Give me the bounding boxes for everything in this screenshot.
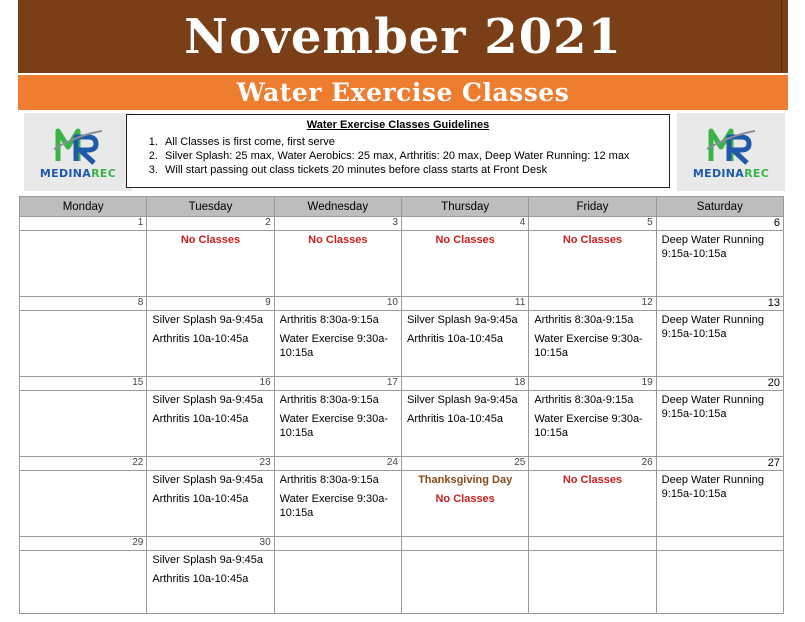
date-number: 18 [401,377,528,391]
date-number: 15 [20,377,147,391]
week-number-row [20,537,784,551]
day-cell [274,311,401,377]
medina-rec-logo-icon [52,125,104,165]
date-number [274,537,401,551]
guidelines-list [127,135,669,177]
date-number: 22 [20,457,147,471]
date-number [529,537,656,551]
day-cell [401,471,528,537]
medina-rec-logo-icon [705,125,757,165]
guidelines-title: Water Exercise Classes Guidelines [306,119,490,131]
day-cell [20,311,147,377]
week-events-row [20,231,784,297]
day-cell [401,391,528,457]
subtitle: Water Exercise Classes [236,78,570,107]
guideline-item: 1. All Classes is first come, first serve [161,135,669,149]
date-number [401,537,528,551]
day-cell [529,231,656,297]
guideline-item: 2. Silver Splash: 25 max, Water Aerobics: 25 max, Arthritis: 20 max, Deep Water Running: 12 max [161,149,669,163]
week-number-row [20,297,784,311]
day-header: Saturday [656,197,783,217]
class-entry: Arthritis 10a-10:45a [152,573,249,585]
logo-wordmark: MEDINAREC [692,166,770,180]
week-number-row [20,457,784,471]
date-number: 16 [147,377,274,391]
date-number: 23 [147,457,274,471]
no-classes-label: No Classes [435,234,495,246]
date-number: 12 [529,297,656,311]
class-entry: Arthritis 10a-10:45a [152,493,249,505]
class-entry: Silver Splash 9a-9:45a [406,314,518,326]
week-events-row [20,311,784,377]
day-header: Wednesday [274,197,401,217]
logo-wordmark: MEDINAREC [39,166,117,180]
class-entry: Deep Water Running 9:15a-10:15a [661,474,764,500]
day-cell [529,391,656,457]
day-header: Tuesday [147,197,274,217]
class-entry: Water Exercise 9:30a-10:15a [279,493,389,519]
date-number: 24 [274,457,401,471]
week-number-row [20,377,784,391]
date-number: 11 [401,297,528,311]
date-number: 17 [274,377,401,391]
date-number: 26 [529,457,656,471]
date-number: 1 [20,217,147,231]
date-number: 25 [401,457,528,471]
holiday-label: Thanksgiving Day [418,474,513,486]
day-cell [20,471,147,537]
day-header: Thursday [401,197,528,217]
class-entry: Silver Splash 9a-9:45a [152,474,264,486]
class-entry: Arthritis 10a-10:45a [406,413,503,425]
date-number: 13 [656,297,783,311]
day-header-row [20,197,784,217]
class-entry: Arthritis 8:30a-9:15a [279,394,379,406]
day-cell [656,471,783,537]
medina-rec-logo-right [677,113,785,191]
date-number: 3 [274,217,401,231]
date-number: 20 [656,377,783,391]
day-cell [529,311,656,377]
day-cell [656,551,783,614]
day-header: Friday [529,197,656,217]
date-number: 4 [401,217,528,231]
date-number: 2 [147,217,274,231]
day-cell [147,471,274,537]
week-events-row [20,391,784,457]
week-events-row [20,471,784,537]
banner-edge [781,0,782,73]
class-entry: Arthritis 10a-10:45a [406,333,503,345]
class-entry: Arthritis 8:30a-9:15a [534,394,634,406]
day-cell [401,551,528,614]
day-cell [274,551,401,614]
day-cell [656,391,783,457]
class-entry: Arthritis 8:30a-9:15a [279,474,379,486]
class-entry: Water Exercise 9:30a-10:15a [534,333,643,359]
day-cell [401,231,528,297]
no-classes-label: No Classes [308,234,368,246]
class-entry: Deep Water Running 9:15a-10:15a [661,234,764,260]
class-entry: Silver Splash 9a-9:45a [152,394,264,406]
day-cell [20,231,147,297]
class-entry: Silver Splash 9a-9:45a [406,394,518,406]
day-cell [147,391,274,457]
class-entry: Silver Splash 9a-9:45a [152,554,264,566]
week-events-row [20,551,784,614]
week-number-row [20,217,784,231]
day-cell [401,311,528,377]
day-cell [656,311,783,377]
day-cell [529,471,656,537]
date-number: 27 [656,457,783,471]
subtitle-banner [18,75,788,110]
day-cell [20,551,147,614]
day-cell [147,311,274,377]
no-classes-label: No Classes [180,234,241,246]
date-number: 5 [529,217,656,231]
class-entry: Water Exercise 9:30a-10:15a [534,413,643,439]
class-entry: Arthritis 8:30a-9:15a [279,314,379,326]
date-number [656,537,783,551]
date-number: 30 [147,537,274,551]
medina-rec-logo-left [24,113,132,191]
class-entry: Arthritis 10a-10:45a [152,413,249,425]
day-cell [274,231,401,297]
no-classes-label: No Classes [562,474,623,486]
day-cell [656,231,783,297]
date-number: 6 [656,217,783,231]
class-entry: Arthritis 8:30a-9:15a [534,314,634,326]
day-header: Monday [20,197,147,217]
class-entry: Deep Water Running 9:15a-10:15a [661,314,764,340]
class-entry: Water Exercise 9:30a-10:15a [279,333,389,359]
day-cell [274,391,401,457]
date-number: 29 [20,537,147,551]
date-number: 9 [147,297,274,311]
day-cell [20,391,147,457]
month-title: November 2021 [184,8,622,65]
guideline-item: 3. Will start passing out class tickets 20 minutes before class starts at Front Desk [161,163,669,177]
no-classes-label: No Classes [435,493,495,505]
day-cell [274,471,401,537]
date-number: 10 [274,297,401,311]
calendar-grid [19,196,784,614]
day-cell [147,231,274,297]
month-banner [18,0,788,73]
day-cell [529,551,656,614]
class-entry: Water Exercise 9:30a-10:15a [279,413,389,439]
guidelines-box [126,114,670,188]
class-entry: Arthritis 10a-10:45a [152,333,249,345]
no-classes-label: No Classes [562,234,623,246]
class-entry: Deep Water Running 9:15a-10:15a [661,394,764,420]
day-cell [147,551,274,614]
class-entry: Silver Splash 9a-9:45a [152,314,264,326]
date-number: 19 [529,377,656,391]
date-number: 8 [20,297,147,311]
